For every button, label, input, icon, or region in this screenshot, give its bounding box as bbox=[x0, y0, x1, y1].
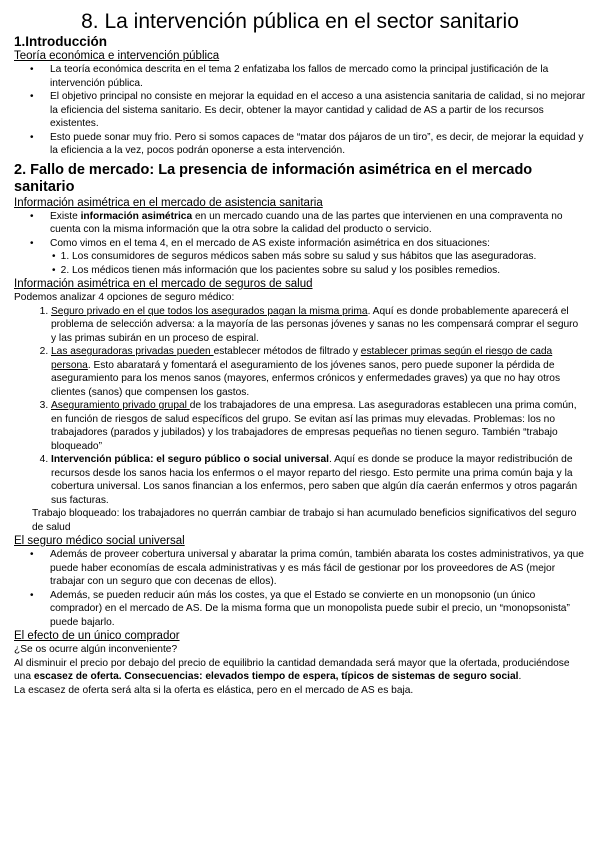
text-span: . Aquí es donde se produce la mayor redistribución de recursos desde los sanos hacia los enfermos o el mayor reparto del riesgo. Esto permite una prima común baja y la cobertura universal. Los sanos financian a los enfermos, pero saben que algún día caerán enfermos y otros pagarán sus facturas. bbox=[51, 454, 578, 506]
text-span: establecer métodos de filtrado y bbox=[213, 346, 361, 357]
section-2-bullets-1 bbox=[14, 210, 586, 278]
list-item bbox=[51, 345, 586, 399]
list-item: • La teoría económica descrita en el tema 2 enfatizaba los fallos de mercado como la principal justificación de la intervención pública. bbox=[50, 63, 586, 90]
intro-paragraph: Podemos analizar 4 opciones de seguro médico: bbox=[14, 292, 235, 303]
numbered-sublist bbox=[52, 250, 586, 277]
text-span: . Aquí es donde probablemente aparecerá el problema de selección adversa: a la mayoría de las personas jóvenes y sanas no les compensará comprar el seguro y las primas subirán en un proceso de espiral. bbox=[51, 305, 579, 344]
list-item bbox=[50, 237, 586, 278]
list-item: • 2. Los médicos tienen más información que los pacientes sobre su salud y los posibles remedios. bbox=[72, 264, 586, 278]
section-2-subheading-4: El efecto de un único comprador bbox=[14, 630, 180, 642]
list-item: • Además, se pueden reducir aún más los costes, ya que el Estado se convierte en un monopsonio (un único comprador) en el mercado de AS. De la misma forma que un monopolista puede subir el precio, un “monopsonista” puede bajarlo. bbox=[50, 589, 586, 630]
note-paragraph: Trabajo bloqueado: los trabajadores no querrán cambiar de trabajo si han acumulado beneficios significativos del seguro de salud bbox=[32, 508, 577, 533]
list-item: • Esto puede sonar muy frio. Pero si somos capaces de “matar dos pájaros de un tiro”, es decir, de mejorar la equidad y la eficiencia a la vez, pocos podrán oponerse a esta intervención. bbox=[50, 131, 586, 158]
paragraph bbox=[14, 657, 586, 684]
section-2-heading: 2. Fallo de mercado: La presencia de información asimétrica en el mercado sanitario bbox=[14, 161, 533, 195]
underlined-term: Las aseguradoras privadas pueden bbox=[51, 346, 214, 357]
section-2-subheading-1: Información asimétrica en el mercado de asistencia sanitaria bbox=[14, 196, 323, 209]
section-2-bullets-3 bbox=[14, 548, 586, 629]
insurance-options-list bbox=[14, 305, 586, 508]
paragraph: La escasez de oferta será alta si la oferta es elástica, pero en el mercado de AS es baja. bbox=[14, 684, 414, 696]
text-span: . Esto abaratará y fomentará el aseguramiento de los jóvenes sanos, pero puede suponer la pérdida de aseguramiento para los menos sanos (mayores, enfermos crónicos y enfermedades graves) ya que no hay otros clientes (sanos) que compensen los gastos. bbox=[51, 359, 561, 398]
page-title: 8. La intervención pública en el sector sanitario bbox=[81, 10, 519, 33]
text-span: en un mercado cuando una de las partes que intervienen en una compraventa no cuenta con la misma información que la otra sobre la calidad del producto o servicio. bbox=[50, 210, 563, 235]
list-item bbox=[51, 305, 586, 346]
question-paragraph: ¿Se os ocurre algún inconveniente? bbox=[14, 644, 178, 655]
underlined-term: Seguro privado en el que todos los asegurados pagan la misma prima bbox=[51, 305, 368, 317]
text-span: de los trabajadores de una empresa. Las aseguradoras establecen una prima común, en función de riesgos de salud específicos del grupo. Se evitan así las primas muy elevadas. Problemas: los no trabajadores (parados y jubilados) y los trabajadores de empresas pequeñas no tienen seguro. También “trabajo bloqueado” bbox=[51, 400, 577, 452]
text-span: Existe bbox=[50, 210, 81, 222]
bold-term: información asimétrica bbox=[80, 210, 193, 222]
list-item: • El objetivo principal no consiste en mejorar la equidad en el acceso a una asistencia sanitaria de calidad, si no mejorar la eficiencia del sistema sanitario. Es decir, obtener la mayor cantidad y calidad de AS a partir de los recursos existentes. bbox=[50, 90, 586, 131]
text-span: Como vimos en el tema 4, en el mercado de AS existe información asimétrica en dos situaciones: bbox=[50, 237, 490, 249]
list-item: • Además de proveer cobertura universal y abaratar la prima común, también abarata los costes administrativos, ya que puede haber economías de escala administrativas y es más fácil de gestionar por los proveedores de AS (mejor trabajar con un seguro que con decenas de ellos). bbox=[50, 548, 586, 589]
bold-term: escasez de oferta. Consecuencias: elevados tiempo de espera, típicos de sistemas de seguro social bbox=[33, 671, 519, 682]
text-span: . bbox=[518, 671, 522, 682]
section-1-bullets bbox=[14, 63, 586, 158]
section-1-subheading: Teoría económica e intervención pública bbox=[14, 50, 220, 62]
section-1-heading: 1.Introducción bbox=[14, 34, 108, 49]
text-span: Al disminuir el precio por debajo del precio de equilibrio la cantidad demandada será mayor que la ofertada, produciéndose una bbox=[14, 657, 570, 682]
list-item: • 1. Los consumidores de seguros médicos saben más sobre su salud y sus hábitos que las aseguradoras. bbox=[72, 250, 586, 264]
list-item bbox=[51, 453, 586, 507]
underlined-term: Aseguramiento privado grupal bbox=[51, 400, 190, 411]
underlined-term: establecer primas según el riesgo de cada persona bbox=[51, 346, 553, 371]
list-item bbox=[51, 399, 586, 453]
section-2-subheading-3: El seguro médico social universal bbox=[14, 535, 185, 547]
section-2-subheading-2: Información asimétrica en el mercado de seguros de salud bbox=[14, 278, 313, 290]
bold-term: Intervención pública: el seguro público o social universal bbox=[51, 454, 329, 465]
list-item bbox=[50, 210, 586, 237]
